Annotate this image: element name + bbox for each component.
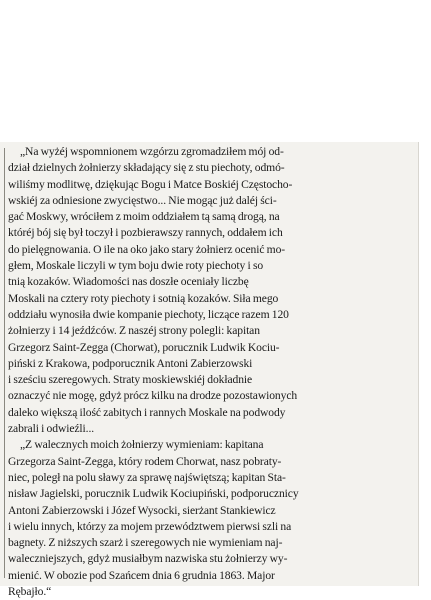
text-line: Rębajło.“ xyxy=(8,585,52,599)
text-line: do pielęgnowania. O ile na oko jako stary żołnierz ocenić mo- xyxy=(8,242,286,256)
paragraph-2 xyxy=(8,437,416,600)
text-line: Grzegorz Saint-Zegga (Chorwat), porucznik Ludwik Kociu- xyxy=(8,340,280,354)
text-line: Grzegorza Saint-Zegga, który rodem Chorwat, nasz pobraty- xyxy=(8,454,282,468)
text-line: dział dzielnych żołnierzy składający się z stu piechoty, odmó- xyxy=(8,161,285,175)
text-line: wiliśmy modlitwę, dziękując Bogu i Matce Boskiéj Częstocho- xyxy=(8,177,293,191)
text-line: piński z Krakowa, podporucznik Antoni Zabierzowski xyxy=(8,356,253,370)
text-line: oznaczyć nie mogę, gdyż prócz kilku na drodze pozostawionych xyxy=(8,389,298,403)
text-line: nisław Jagielski, porucznik Ludwik Kociupiński, podporucznicy xyxy=(8,487,299,501)
text-line: waleczniejszych, gdyż musiałbym nazwiska stu żołnierzy wy- xyxy=(8,552,288,566)
text-line: Moskali na cztery roty piechoty i sotnią kozaków. Siła mego xyxy=(8,291,279,305)
column-rule xyxy=(4,148,5,578)
text-line: i wielu innych, którzy za mojem przewództwem pierwsi szli na xyxy=(8,519,292,533)
text-line: „Z walecznych moich żołnierzy wymieniam: kapitana xyxy=(20,438,264,452)
text-line: któréj bój się był toczył i pozbierawszy rannych, oddałem ich xyxy=(8,226,283,240)
paragraph-1 xyxy=(8,144,416,437)
text-line: głem, Moskale liczyli w tym boju dwie roty piechoty i so xyxy=(8,259,264,273)
text-line: „Na wyżéj wspomnionem wzgórzu zgromadziłem mój od- xyxy=(20,145,284,158)
text-line: bagnety. Z niższych szarż i szeregowych nie wymieniam naj- xyxy=(8,536,283,550)
text-line: tnią kozaków. Wiadomości nas doszłe oceniały liczbę xyxy=(8,275,249,289)
text-line: i sześciu szeregowych. Straty moskiewskiéj dokładnie xyxy=(8,373,253,387)
text-line: oddziału wynosiła dwie kompanie piechoty, liczące razem 120 xyxy=(8,307,289,321)
text-line: daleko większą ilość zabitych i rannych Moskale na podwody xyxy=(8,405,286,419)
text-line: wskiéj za odniesione zwycięstwo... Nie mogąc już daléj ści- xyxy=(8,193,277,207)
text-line: Antoni Zabierzowski i Józef Wysocki, sierżant Stankiewicz xyxy=(8,503,276,517)
text-line: zabrali i odwieźli... xyxy=(8,422,95,436)
article-body xyxy=(8,144,416,600)
text-line: mienić. W obozie pod Szańcem dnia 6 grudnia 1863. Major xyxy=(8,568,275,582)
text-line: niec, poległ na polu sławy za sprawę najświętszą; kapitan Sta- xyxy=(8,470,286,484)
text-line: żołnierzy i 14 jeźdźców. Z naszéj strony polegli: kapitan xyxy=(8,324,260,338)
text-line: gać Moskwy, wróciłem z moim oddziałem tą samą drogą, na xyxy=(8,210,280,224)
